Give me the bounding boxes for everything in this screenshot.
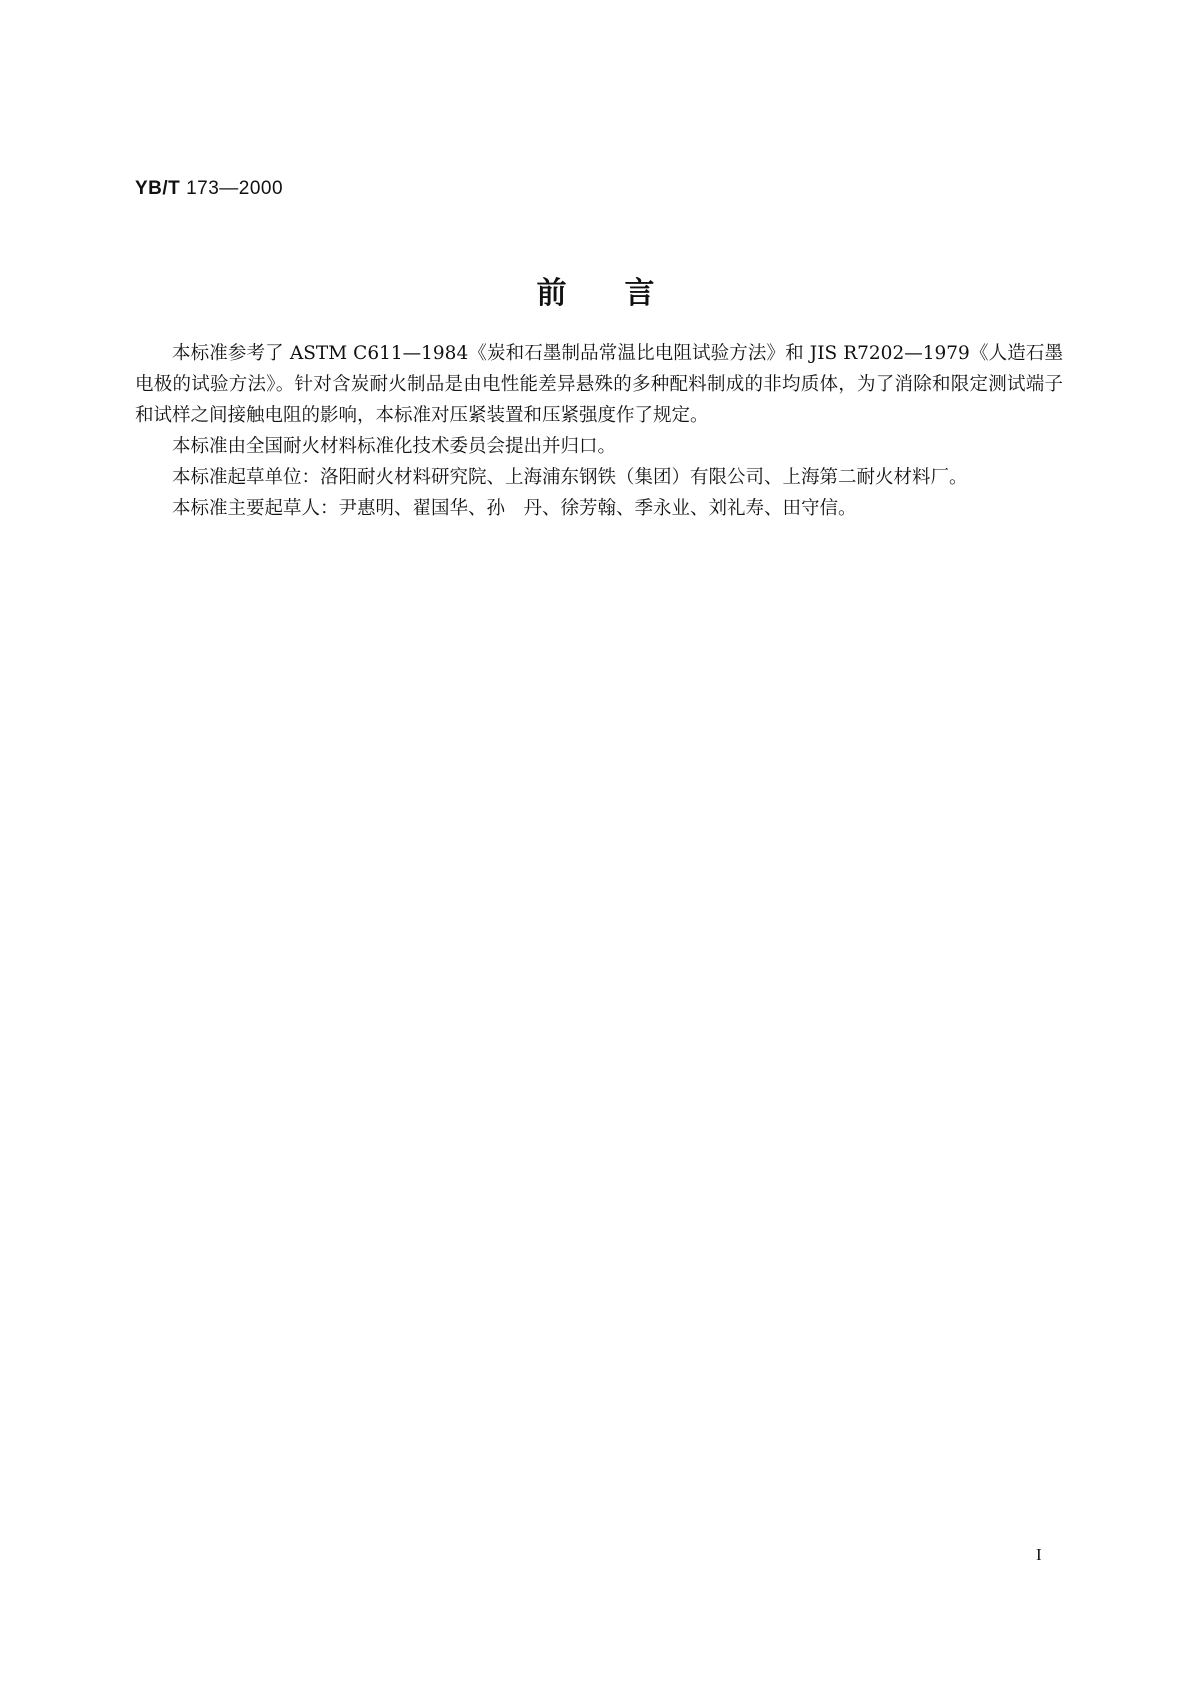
standard-prefix: YB/T	[135, 178, 181, 199]
paragraph-drafters: 本标准主要起草人：尹惠明、翟国华、孙 丹、徐芳翰、季永业、刘礼寿、田守信。	[172, 498, 857, 519]
paragraph-drafting-units: 本标准起草单位：洛阳耐火材料研究院、上海浦东钢铁（集团）有限公司、上海第二耐火材料厂。	[172, 467, 968, 488]
foreword-body	[135, 338, 1063, 524]
standard-number: 173—2000	[186, 178, 284, 199]
standard-code	[135, 178, 283, 200]
page-title: 前言	[536, 276, 713, 311]
paragraph-reference: 本标准参考了 ASTM C611—1984《炭和石墨制品常温比电阻试验方法》和 JIS R7202—1979《人造石墨电极的试验方法》。针对含炭耐火制品是由电性能差异悬殊的多种配料制成的非均质体，为了消除和限定测试端子和试样之间接触电阻的影响，本标准对压紧装置和压紧强度作了规定。	[135, 343, 1063, 426]
page-number: I	[1036, 1545, 1042, 1564]
paragraph-proposer: 本标准由全国耐火材料标准化技术委员会提出并归口。	[172, 436, 617, 457]
